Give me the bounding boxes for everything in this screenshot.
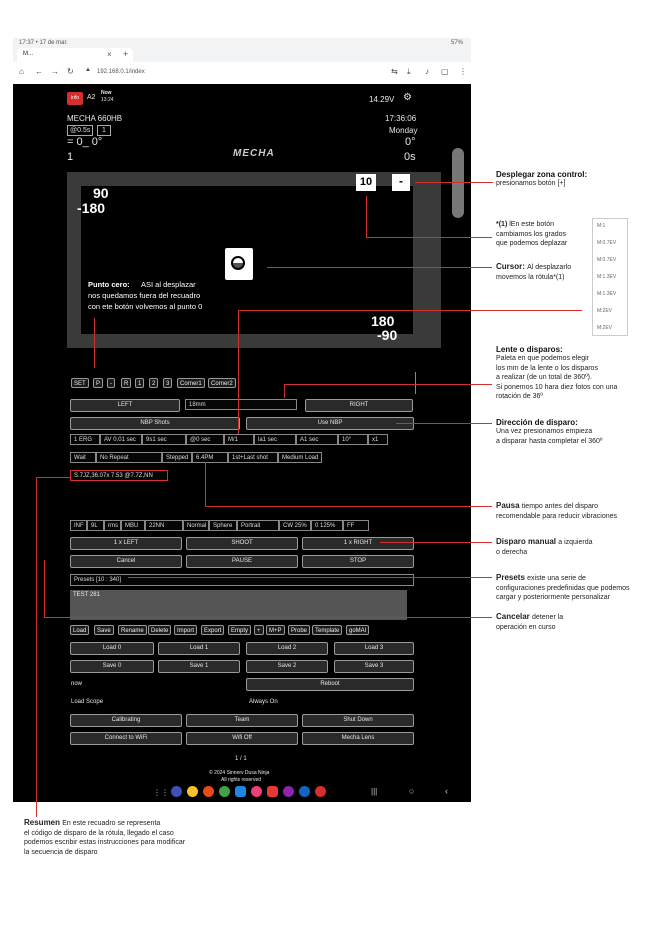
app-screen — [13, 84, 471, 802]
tabs-icon[interactable]: ▢ — [441, 67, 449, 76]
annotation-body: existe una serie de — [527, 575, 586, 582]
param-cell[interactable]: Medium Load — [278, 452, 322, 463]
save-slot-button[interactable]: Save 1 — [158, 660, 240, 673]
new-tab-icon[interactable]: + — [123, 49, 129, 59]
annotation-title: Cursor: — [496, 262, 528, 271]
leader-line — [205, 506, 492, 507]
annotation-lente — [496, 345, 617, 402]
status-time: 17:37 • 17 de mar. — [19, 40, 68, 46]
mode-chip[interactable]: 3 — [163, 378, 172, 388]
pan-value: -180 — [77, 200, 106, 216]
tilt-value: 90 — [93, 185, 109, 201]
tilt-value-2: 180 — [371, 313, 395, 329]
status-cell: Normal — [183, 520, 209, 531]
app-icon[interactable] — [187, 786, 198, 797]
url-field[interactable]: 192.168.0.1/index — [97, 69, 145, 75]
annotation-title: Cancelar — [496, 612, 533, 621]
mecha-lens-button[interactable]: Mecha Lens — [302, 732, 414, 745]
app-icon[interactable] — [251, 786, 262, 797]
mode-chip[interactable]: Corner2 — [208, 378, 236, 388]
apps-icon[interactable]: ⋮⋮ — [153, 788, 169, 797]
annotation-body: el código de disparo de la rótula, llegado el caso — [24, 829, 174, 837]
annotation-body: movemos la rótula*(1) — [496, 273, 565, 281]
nbp-shots-button[interactable]: NBP Shots — [70, 417, 240, 430]
annotation-body: En este recuadro se representa — [62, 820, 161, 827]
param-cell[interactable]: 1 ERG — [70, 434, 100, 445]
annotation-desplegar — [496, 170, 587, 189]
param-cell[interactable]: x1 — [368, 434, 388, 445]
annotation-title: Lente o disparos: — [496, 345, 563, 354]
annotation-body: Paleta en que podemos elegir — [496, 355, 590, 362]
stop-button[interactable]: STOP — [302, 555, 414, 568]
param-cell[interactable]: A1 sec — [296, 434, 338, 445]
device-name: MECHA 660HB — [67, 114, 123, 123]
app-icon[interactable] — [171, 786, 182, 797]
ev-item[interactable]: M:1.3EV — [597, 291, 617, 297]
ev-list[interactable] — [592, 218, 628, 336]
annotation-body: detener la — [532, 614, 564, 621]
app-icon[interactable] — [267, 786, 278, 797]
back-nav-icon[interactable]: ‹ — [445, 786, 448, 796]
mode-chip[interactable]: Corner1 — [177, 378, 205, 388]
annotation-body: cargar y posteriormente personalizar — [496, 594, 610, 601]
ev-item[interactable]: M:2EV — [597, 308, 613, 314]
ev-item[interactable]: M:1 — [597, 223, 606, 229]
annotation-body: que podemos deplazar — [496, 240, 568, 247]
annotation-body: tiempo antes del disparo — [521, 503, 599, 510]
annotation-pausa — [496, 501, 617, 521]
back-icon[interactable]: ← — [35, 67, 43, 76]
toolbar-mp-button[interactable]: M+P — [266, 625, 285, 635]
param-cell[interactable]: 9s1 sec — [142, 434, 186, 445]
browser-chrome — [13, 38, 471, 84]
side-scrollbar[interactable] — [452, 148, 464, 218]
annotation-title: *(1) — [496, 221, 510, 228]
param-cell[interactable]: @0 sec — [186, 434, 224, 445]
toolbar-empty-button[interactable]: Empty — [228, 625, 251, 635]
toolbar-import-button[interactable]: Import — [174, 625, 197, 635]
forward-icon[interactable]: → — [51, 67, 59, 76]
toolbar-rename-button[interactable]: Rename — [118, 625, 147, 635]
annotation-title: Presets — [496, 573, 528, 582]
leader-line — [94, 318, 95, 368]
mode-chip[interactable]: 2 — [149, 378, 158, 388]
calibrating-button[interactable]: Calibrating — [70, 714, 182, 727]
status-battery: 57% — [450, 40, 463, 46]
mode-chip[interactable]: SET — [71, 378, 89, 388]
recents-icon[interactable]: ||| — [371, 787, 378, 796]
annotation-resumen — [24, 818, 185, 857]
home-icon[interactable]: ⌂ — [19, 67, 24, 76]
a2-label: A2 — [87, 94, 96, 101]
save-slot-button[interactable]: Save 2 — [246, 660, 328, 673]
team-button[interactable]: Team — [186, 714, 298, 727]
shut-down-button[interactable]: Shut Down — [302, 714, 414, 727]
cursor-handle[interactable] — [225, 248, 253, 280]
zero-note-line1: ASI al desplazar — [141, 280, 196, 289]
annotation-body: a disparar hasta completar el 360º — [496, 437, 603, 445]
annotation-body: podemos escribir estas instrucciones para modificar — [24, 839, 186, 846]
annotation-direccion — [496, 418, 602, 446]
left-button[interactable]: LEFT — [70, 399, 180, 412]
annotation-body: a izquierda — [558, 539, 593, 546]
ev-item[interactable]: M:0.7EV — [597, 240, 617, 246]
load-slot-button[interactable]: Load 0 — [70, 642, 154, 655]
template-textarea[interactable]: TEST 281 — [70, 590, 407, 620]
param-cell[interactable]: 1st+Last shot — [228, 452, 278, 463]
divider — [415, 372, 416, 394]
now-label: Now — [101, 90, 112, 96]
toolbar-export-button[interactable]: Export — [201, 625, 224, 635]
app-icon[interactable] — [283, 786, 294, 797]
zero-note-line3: con ete botón volvemos al punto 0 — [88, 302, 203, 311]
leader-line — [44, 560, 45, 617]
param-cell[interactable]: la1 sec — [254, 434, 296, 445]
leader-line — [36, 477, 70, 478]
control-zone[interactable] — [67, 172, 441, 348]
toolbar-load-button[interactable]: Load — [70, 625, 89, 635]
download-icon[interactable]: ⤓ — [407, 67, 411, 76]
status-cell: MBU — [121, 520, 145, 531]
mode-chip[interactable]: P — [93, 378, 103, 388]
toolbar-probe-button[interactable]: Probe — [288, 625, 310, 635]
toolbar-gomai-button[interactable]: goMAI — [346, 625, 369, 635]
annotation-body: configuraciones predefinidas que podemos — [496, 584, 630, 592]
ev-item[interactable]: M:0.7EV — [597, 257, 617, 263]
now-text: now — [71, 681, 83, 687]
leader-line — [284, 384, 492, 385]
count-readout: 1 — [67, 151, 74, 163]
copyright-line2: All rights reserved — [221, 777, 262, 783]
app-icon[interactable] — [203, 786, 214, 797]
clock: 17:36:06 — [385, 114, 417, 123]
copyright-line1: © 2024 Sinnerv Dusa Ninja — [209, 770, 270, 776]
share-icon[interactable]: ⇆ — [391, 67, 398, 76]
app-icon[interactable] — [299, 786, 310, 797]
leader-line — [238, 310, 582, 311]
annotation-step — [496, 220, 567, 249]
leader-line — [284, 384, 285, 398]
pan-value-2: -90 — [377, 327, 398, 343]
param-cell[interactable]: No Repeat — [96, 452, 162, 463]
expand-control-button[interactable]: - — [392, 174, 410, 191]
load-slot-button[interactable]: Load 2 — [246, 642, 328, 655]
leader-line — [415, 182, 493, 183]
leader-line — [366, 196, 367, 238]
wifi-off-button[interactable]: Wifi Off — [186, 732, 298, 745]
zero-note-line2: nos quedamos fuera del recuadro — [88, 291, 201, 300]
annotation-title: Dirección de disparo: — [496, 418, 578, 427]
pause-button[interactable]: PAUSE — [186, 555, 298, 568]
toolbar-save-button[interactable]: Save — [94, 625, 114, 635]
mode-chip[interactable]: R — [121, 378, 131, 388]
annotation-cancelar — [496, 612, 563, 632]
status-cell: rms — [104, 520, 121, 531]
load-slot-button[interactable]: Load 1 — [158, 642, 240, 655]
annotation-body: presionamos botón [+] — [496, 180, 566, 187]
status-cell: 9L — [87, 520, 104, 531]
lens-input[interactable]: 18mm — [185, 399, 297, 410]
annotation-cursor — [496, 262, 571, 282]
annotation-body: o derecha — [496, 548, 528, 556]
menu-icon[interactable]: ⋮ — [459, 67, 467, 76]
annotation-title: Resumen — [24, 818, 63, 827]
status-cell: CW 25% — [279, 520, 311, 531]
connect-wifi-button[interactable]: Connect to WiFi — [70, 732, 182, 745]
status-cell: 22NN — [145, 520, 183, 531]
reload-icon[interactable]: ↻ — [67, 67, 74, 76]
leader-line — [267, 267, 492, 268]
app-icon[interactable] — [235, 786, 246, 797]
mode-chip[interactable]: 1 — [135, 378, 144, 388]
app-icon[interactable] — [219, 786, 230, 797]
annotation-body: operación en curso — [496, 623, 556, 631]
reboot-button[interactable]: Reboot — [246, 678, 414, 691]
annotation-title: Pausa — [496, 501, 522, 510]
mic-icon[interactable]: ♪ — [425, 67, 429, 76]
shoot-button[interactable]: SHOOT — [186, 537, 298, 550]
status-cell: 0 125% — [311, 520, 343, 531]
browser-tab[interactable] — [17, 48, 133, 62]
index-field[interactable]: 1 — [97, 125, 111, 136]
page-indicator: 1 / 1 — [235, 756, 247, 762]
annotation-body: los mm de la lente o los disparos — [496, 364, 598, 372]
param-cell[interactable]: AV 0.01 sec — [100, 434, 142, 445]
zero-note-title: Punto cero: — [88, 280, 130, 289]
annotation-body: a realizar (de un total de 360º). — [496, 374, 592, 381]
now-time: 13:24 — [101, 97, 114, 103]
annotation-presets — [496, 573, 629, 603]
home-nav-icon[interactable]: ○ — [409, 786, 415, 796]
gear-icon[interactable]: ⚙ — [403, 92, 412, 103]
angle-readout: 0° — [405, 136, 416, 148]
leader-line — [238, 310, 239, 434]
address-bar-row — [13, 62, 471, 84]
toolbar-template-button[interactable]: Template — [312, 625, 342, 635]
annotation-manual — [496, 537, 593, 557]
annotation-title: Disparo manual — [496, 537, 559, 546]
param-cell[interactable]: Wait — [70, 452, 96, 463]
tab-title: M... — [23, 51, 33, 57]
param-cell[interactable]: 10° — [338, 434, 368, 445]
annotation-body: lEn este botón — [509, 221, 554, 228]
annotation-body: la secuencia de disparo — [24, 848, 98, 856]
load-scope-label: Load Scope — [71, 699, 104, 705]
status-cell: Portrait — [237, 520, 279, 531]
brand-logo: MECHA — [233, 148, 275, 159]
status-cell: Sphere — [209, 520, 237, 531]
left-shot-button[interactable]: 1 x LEFT — [70, 537, 182, 550]
leader-line — [44, 617, 492, 618]
annotation-body: recomendable para reducir vibraciones — [496, 512, 618, 520]
right-button[interactable]: RIGHT — [305, 399, 413, 412]
use-nbp-button[interactable]: Use NBP — [246, 417, 414, 430]
presets-input[interactable]: Presets [10 : 340] — [70, 574, 414, 586]
param-cell[interactable]: M/1 — [224, 434, 254, 445]
right-shot-button[interactable]: 1 x RIGHT — [302, 537, 414, 550]
mode-chip[interactable]: - — [107, 378, 115, 388]
always-on-label[interactable]: Always On — [249, 699, 278, 705]
leader-line — [36, 477, 37, 817]
cancel-button[interactable]: Cancel — [70, 555, 182, 568]
leader-line — [205, 462, 206, 506]
leader-line — [128, 577, 492, 578]
cursor-icon — [231, 256, 245, 270]
param-cell[interactable]: Stepped — [162, 452, 192, 463]
summary-box[interactable]: S.7JZ,36.07x 7.53 @7.7Z,NN — [70, 470, 168, 481]
annotation-body: Si ponemos 10 hara diez fotos con una — [496, 383, 618, 391]
leader-line — [396, 423, 492, 424]
tab-close-icon[interactable]: × — [107, 50, 112, 59]
step-field[interactable]: @0.5s — [67, 125, 93, 136]
load-slot-button[interactable]: Load 3 — [334, 642, 414, 655]
status-cell: FF — [343, 520, 369, 531]
status-cell: INF — [70, 520, 87, 531]
day-label: Monday — [389, 126, 418, 135]
leader-line — [366, 237, 492, 238]
annotation-title: Desplegar zona control: — [496, 170, 588, 179]
logo-badge[interactable]: info — [67, 92, 83, 105]
step-degrees-button[interactable]: 10 — [356, 174, 376, 191]
save-slot-button[interactable]: Save 0 — [70, 660, 154, 673]
annotation-body: cambiamos los grados — [496, 230, 567, 238]
toolbar-delete-button[interactable]: Delete — [148, 625, 171, 635]
annotation-body: Una vez presionamos empieza — [496, 428, 593, 435]
ev-item[interactable]: M:2EV — [597, 325, 613, 331]
annotation-body: Al desplazarlo — [527, 264, 572, 271]
position-readout: = 0_ 0° — [67, 136, 103, 148]
toolbar-add-button[interactable]: + — [254, 625, 264, 635]
leader-line — [380, 542, 492, 543]
pause-cell[interactable]: 6.4PM — [192, 452, 228, 463]
app-icon[interactable] — [315, 786, 326, 797]
annotation-body: rotación de 36º — [496, 393, 543, 400]
ev-item[interactable]: M:1.3EV — [597, 274, 617, 280]
seconds-readout: 0s — [404, 151, 416, 163]
battery-voltage: 14.29V — [369, 95, 395, 104]
security-icon[interactable]: ▲ — [85, 67, 91, 73]
save-slot-button[interactable]: Save 3 — [334, 660, 414, 673]
